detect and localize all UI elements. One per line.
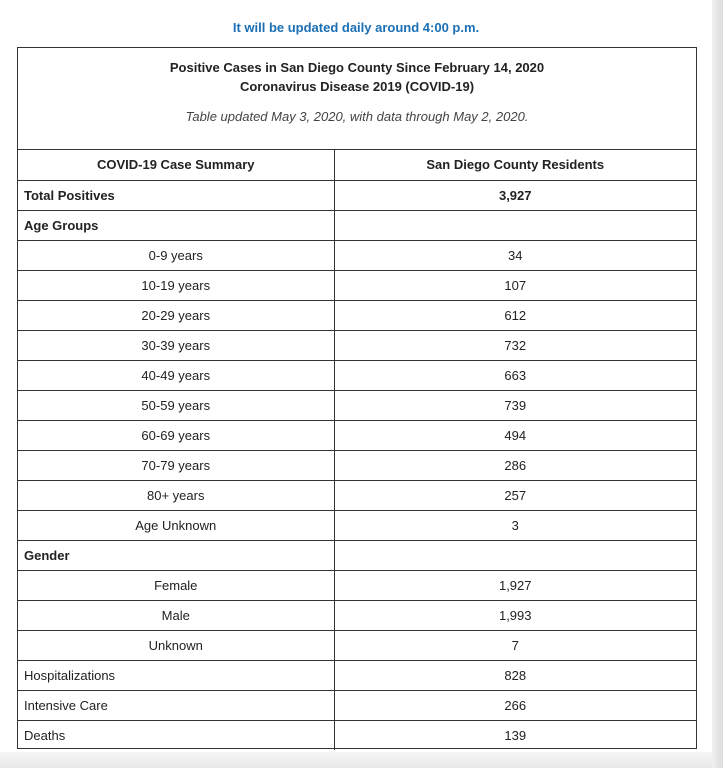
age-groups-label: Age Groups	[18, 210, 334, 240]
table-subtitle: Coronavirus Disease 2019 (COVID-19)	[239, 79, 475, 94]
row-label: Intensive Care	[18, 690, 334, 720]
row-value: 739	[334, 390, 696, 420]
table-row	[18, 630, 696, 660]
table-row	[18, 240, 696, 270]
update-note: It will be updated daily around 4:00 p.m.	[232, 20, 480, 35]
column-header-summary: COVID-19 Case Summary	[18, 150, 334, 180]
table-row	[18, 360, 696, 390]
row-value: 1,927	[334, 570, 696, 600]
row-value: 1,993	[334, 600, 696, 630]
age-groups-empty-cell	[334, 210, 696, 240]
page-bottom-shadow	[0, 752, 712, 768]
hospitalizations-row	[18, 660, 696, 690]
gender-empty-cell	[334, 540, 696, 570]
row-label: 70-79 years	[18, 450, 334, 480]
intensive-care-row	[18, 690, 696, 720]
table-row	[18, 510, 696, 540]
row-value: 286	[334, 450, 696, 480]
table-row	[18, 600, 696, 630]
row-value: 663	[334, 360, 696, 390]
row-value: 828	[334, 660, 696, 690]
row-value: 34	[334, 240, 696, 270]
row-value: 139	[504, 727, 527, 743]
summary-grid	[18, 150, 696, 750]
row-value: 257	[334, 480, 696, 510]
row-label: 0-9 years	[18, 240, 334, 270]
total-positives-row	[18, 180, 696, 210]
gender-section-row	[18, 540, 696, 570]
row-value: 494	[334, 420, 696, 450]
row-label: Deaths	[18, 720, 334, 750]
case-summary-table	[17, 47, 697, 749]
table-caption	[18, 48, 696, 150]
row-label: 20-29 years	[18, 300, 334, 330]
column-header-residents: San Diego County Residents	[334, 150, 696, 180]
row-label: 80+ years	[18, 480, 334, 510]
row-value: 732	[334, 330, 696, 360]
table-title: Positive Cases in San Diego County Since February 14, 2020	[169, 60, 545, 75]
total-positives-value: 3,927	[334, 180, 696, 210]
table-row	[18, 390, 696, 420]
row-value: 7	[334, 630, 696, 660]
row-value: 107	[334, 270, 696, 300]
table-row	[18, 270, 696, 300]
row-label: 60-69 years	[18, 420, 334, 450]
row-label: Female	[18, 570, 334, 600]
row-value: 3	[334, 510, 696, 540]
page-edge-shadow	[712, 0, 723, 768]
header-row	[18, 150, 696, 180]
deaths-row	[18, 720, 696, 750]
row-label: Hospitalizations	[18, 660, 334, 690]
gender-label: Gender	[18, 540, 334, 570]
row-label: Unknown	[18, 630, 334, 660]
table-row	[18, 300, 696, 330]
table-updated-note: Table updated May 3, 2020, with data through May 2, 2020.	[185, 109, 529, 124]
table-row	[18, 450, 696, 480]
table-row	[18, 420, 696, 450]
age-groups-section-row	[18, 210, 696, 240]
total-positives-label: Total Positives	[18, 180, 334, 210]
row-label: Age Unknown	[18, 510, 334, 540]
table-row	[18, 480, 696, 510]
row-label: Male	[18, 600, 334, 630]
row-value: 612	[334, 300, 696, 330]
row-label: 10-19 years	[18, 270, 334, 300]
row-label: 40-49 years	[18, 360, 334, 390]
table-row	[18, 570, 696, 600]
row-label: 30-39 years	[18, 330, 334, 360]
row-value: 266	[334, 690, 696, 720]
table-row	[18, 330, 696, 360]
row-label: 50-59 years	[18, 390, 334, 420]
